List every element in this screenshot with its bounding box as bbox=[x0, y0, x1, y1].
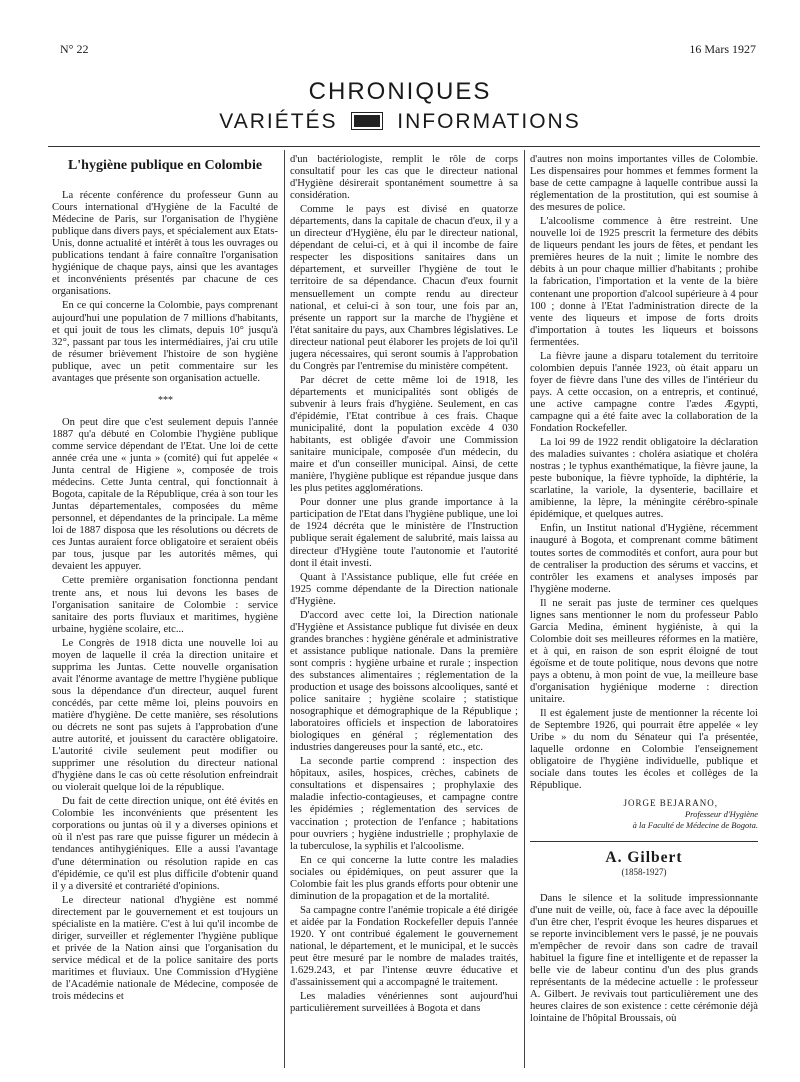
column-divider bbox=[284, 150, 285, 1068]
paragraph: d'autres non moins importantes villes de Colombie. Les dispensaires pour hommes et femmes forment la base de cette campagne à laquelle contribue aussi la réglementation de la prostitution, qui est soumise à des mesures de police. bbox=[530, 154, 758, 214]
paragraph: Enfin, un Institut national d'Hygiène, récemment inauguré à Bogota, et comprenant comme bâtiment toutes sortes de commodités et confort, aura pour but de centraliser la production des sérums et vaccins, et contrôler les examens et analyses imposés par l'hygiène moderne. bbox=[530, 523, 758, 595]
column-2 bbox=[290, 154, 518, 1017]
paragraph: La seconde partie comprend : inspection des hôpitaux, asiles, hospices, crèches, cabinets de consultations et dispensaires ; prophylaxie des maladie infectio-contagieuses, et campagne contre les épidémies ; réglementation des services de vaccination ; protection de l'enfance ; habitations pour ouvriers ; hygiène industrielle ; prophylaxie de la tuberculose, la syphilis et l'alcoolisme. bbox=[290, 756, 518, 852]
signature-name: JORGE BEJARANO, bbox=[623, 798, 718, 809]
paragraph: Il ne serait pas juste de terminer ces quelques lignes sans mentionner le nom du professeur Pablo Garcia Medina, éminent hygiéniste, à qui la Colombie doit ses meilleures réformes en la matière, et à qui, en raison de son esprit éloigné de tout égoïsme et de toute politique, nous devons que notre pays a obtenu, à mon point de vue, la meilleure base d'organisation hygiénique moderne : direction unitaire. bbox=[530, 597, 758, 706]
issue-number: N° 22 bbox=[60, 42, 89, 56]
page-subtitle bbox=[0, 110, 800, 134]
signature-role: Professeur d'Hygiène bbox=[684, 809, 758, 820]
paragraph: D'accord avec cette loi, la Direction nationale d'Hygiène et Assistance publique fut divisée en deux grandes branches : hygiène générale et administrative et assistance publique nationale. Dans la première sont compris : hygiène urbaine et rurale ; inspection des substances alimentaires ; réglementation de la production et usage des boissons alcooliques, santé et police sanitaire ; hygiène scolaire ; statistique nosographique et démographique de la République ; laboratoires officiels et inspection de laboratoires biologiques en général ; réglementation des industries dangereuses pour la santé, etc., etc. bbox=[290, 609, 518, 754]
article-separator bbox=[530, 841, 758, 842]
column-divider bbox=[524, 150, 525, 1068]
column-3 bbox=[530, 154, 758, 1027]
article-title: A. Gilbert bbox=[605, 849, 683, 867]
paragraph: d'un bactériologiste, remplit le rôle de corps consultatif pour les cas que le directeur national d'Hygiène désirerait spontanément soumettre à sa considération. bbox=[290, 154, 518, 202]
paragraph: La fièvre jaune a disparu totalement du territoire colombien depuis l'année 1923, où était apparu un foyer de fièvre dans l'une des villes de l'intérieur du pays. A cette occasion, on a entrepris, et continué, une active campagne contre l'ædes Ægypti, campagne qui a été faite avec la collaboration de la Fondation Rockefeller. bbox=[530, 350, 758, 435]
paragraph: Pour donner une plus grande importance à la participation de l'Etat dans l'hygiène publique, une loi de 1924 décréta que le ministère de l'Instruction publique serait également de salubrité, mais laissa au directeur d'Hygiène toute l'autonomie et l'autorité dont il était investi. bbox=[290, 497, 518, 569]
paragraph: Du fait de cette direction unique, ont été évités en Colombie les inconvénients que présentent les corporations ou juntas où il y a diverses opinions et où il n'est pas rare que puisse figurer un médecin à tendances antihygiéniques. Elle a aussi l'avantage d'une détermination ou résolution rapide en cas d'épidémie, ce qu'il est plus difficile d'obtenir quand il y a diversité et contrariété d'opinions. bbox=[52, 796, 278, 892]
page-title: CHRONIQUES bbox=[308, 78, 492, 105]
paragraph: Les maladies vénériennes sont aujourd'hui particulièrement surveillées à Bogota et dans bbox=[290, 991, 518, 1015]
subtitle-right: INFORMATIONS bbox=[397, 110, 581, 133]
paragraph: On peut dire que c'est seulement depuis l'année 1887 qu'a débuté en Colombie l'hygiène publique comme service dépendant de l'Etat. Une loi de cette année créa une « junta » (comité) qui fut appelée « Junta central de Higiene », composée de trois médecins. Cette Junta central, qui fonctionnait à Bogota, capitale de la République, créa à son tour les Juntas départementales, composées du même personnel, et dépendantes de la principale. La même loi de 1887 disposa que les résolutions ou décrets de ces Juntas auraient force obligatoire et seraient obéis par tous, jusque par les autorités mêmes, qui devaient les appuyer. bbox=[52, 416, 278, 573]
paragraph: La récente conférence du professeur Gunn au Cours international d'Hygiène de la Faculté de Médecine de Paris, sur l'organisation de l'hygiène publique dans divers pays, et spécialement aux Etats-Unis, donne actualité et intérêt à tous les ouvrages ou publications tendant à faire connaître l'organisation hygiénique de chaque pays, ainsi que les avantages et inconvénients présentés par chacune de ces organisations. bbox=[52, 190, 278, 298]
signature-role: à la Faculté de Médecine de Bogota. bbox=[632, 820, 758, 831]
article-title: L'hygiène publique en Colombie bbox=[67, 158, 263, 173]
issue-date: 16 Mars 1927 bbox=[689, 42, 756, 56]
column-1 bbox=[52, 154, 278, 1005]
paragraph: Cette première organisation fonctionna pendant trente ans, et nous lui devons les bases de l'organisation sanitaire de Colombie : service sanitaire des ports fluviaux et maritimes, hygiène urbaine, hygiène scolaire, etc... bbox=[52, 575, 278, 635]
section-separator: * * * bbox=[157, 394, 172, 406]
ornament-icon bbox=[351, 112, 383, 130]
paragraph: En ce qui concerne la lutte contre les maladies sociales ou épidémiques, on peut assurer que la Colombie fait les plus grands efforts pour obtenir une diminution de la propagation et de la mortalité. bbox=[290, 854, 518, 902]
paragraph: Il est également juste de mentionner la récente loi de Septembre 1926, qui pourrait être appelée « ley Uribe » du nom du Sénateur qui l'a présentée, laquelle ordonne en Colombie l'enseignement obligatoire de l'hygiène individuelle, publique et sociale dans toutes les écoles et collèges de la République. bbox=[530, 708, 758, 792]
paragraph: Sa campagne contre l'anémie tropicale a été dirigée et aidée par la Fondation Rockefeller depuis l'année 1920. Y ont contribué également le gouvernement national, le département, et le municipal, et le succès peut être mesuré par le nombre de malades traités, 1.629.243, et par l'intense œuvre éducative et d'assainissement qui a accompagné le traitement. bbox=[290, 904, 518, 989]
paragraph: Le Congrès de 1918 dicta une nouvelle loi au moyen de laquelle il créa la direction unitaire et supprima les Juntas. Cette nouvelle organisation avait l'énorme avantage de mettre l'hygiène publique sous la dépendance d'un directeur, auquel furent concédés, par cette même loi, pleins pouvoirs en matière d'hygiène. De cette manière, ses résolutions ou décrets ne sont pas sujets à l'approbation d'une autre autorité, et jouissent du caractère obligatoire. L'autorité civile seulement peut modifier ou supprimer une résolution du directeur national d'hygiène dans le cas où cette résolution enfreindrait ou violerait quelque loi de la république. bbox=[52, 637, 278, 794]
subtitle-left: VARIÉTÉS bbox=[219, 110, 338, 133]
paragraph: Dans le silence et la solitude impressionnante d'une nuit de veille, où, face à face avec la dépouille d'un être cher, l'esprit évoque les heures disparues et se reporte invinciblement vers le passé, je ne pouvais m'empêcher de revoir dans son cadre de travail habituel la figure fine et intelligente et de repasser la belle vie de labeur continu d'un des plus grands représentants de la médecine actuelle : le professeur A. Gilbert. Je revivais tout particulièrement une des heures claires de son existence : cette cérémonie déjà lointaine de l'hôpital Broussais, où bbox=[530, 892, 758, 1024]
signature-block bbox=[530, 798, 758, 831]
header-rule bbox=[48, 146, 760, 147]
paragraph: La loi 99 de 1922 rendit obligatoire la déclaration des maladies suivantes : choléra asiatique et choléra nostras ; le typhus exanthématique, la fièvre jaune, la peste bubonique, la fièvre typhoïde, la diphtérie, la scarlatine, la variole, la dysenterie, bacillaire et amibienne, la lèpre, la méningite cérébro-spinale épidémique, et quelques autres. bbox=[530, 437, 758, 521]
article-dates: (1858-1927) bbox=[621, 867, 667, 878]
paragraph: Comme le pays est divisé en quatorze départements, dans la capitale de chacun d'eux, il y a un directeur d'Hygiène, élu par le directeur national, dépendant de celui-ci, et à qui il incombe de faire respecter les dispositions sanitaires dans un département, et surveiller l'hygiène de tout le territoire de sa dépendance. Chacun d'eux fournit mensuellement un compte rendu au directeur national, et celui-ci à son tour, une fois par an, présente un rapport sur la marche de l'hygiène et l'état sanitaire du pays, aux Chambres législatives. Le directeur national peut élaborer les projets de loi qu'il jugera nécessaires, qui seront soumis à l'approbation du Congrès par l'entremise du ministère compétent. bbox=[290, 204, 518, 372]
paragraph: Quant à l'Assistance publique, elle fut créée en 1925 comme dépendante de la Direction nationale d'Hygiène. bbox=[290, 571, 518, 607]
paragraph: Le directeur national d'hygiène est nommé directement par le gouvernement et est toujours un spécialiste en la matière. C'est à lui qu'il incombe de diriger, surveiller et réglementer l'hygiène publique et privée de la Nation ainsi que l'organisation du service médical et de la police sanitaire des ports maritimes et fluviaux. Une Commission d'Hygiène de l'Académie nationale de Médecine, composée de trois médecins et bbox=[52, 894, 278, 1003]
paragraph: L'alcoolisme commence à être restreint. Une nouvelle loi de 1925 prescrit la fermeture des débits de liqueurs pendant les jours de fêtes, et pendant les premières heures de la nuit ; limite le nombre des débits à un pour chaque millier d'habitants ; prohibe la fabrication, l'importation et la vente de la bière contenant une proportion d'alcool supérieure à 4 pour 100 ; donne à l'Etat l'administration directe de la vente des liqueurs et impose de forts droits d'importation à toutes les liqueurs et boissons fermentées. bbox=[530, 216, 758, 348]
paragraph: En ce qui concerne la Colombie, pays comprenant aujourd'hui une population de 7 millions d'habitants, et qui jouit de tous les climats, depuis 10° jusqu'à 32°, passant par tous les intermédiaires, j'ai cru utile de résumer brièvement l'histoire de son hygiène publique, avec un petit commentaire sur les avantages que présente son organisation actuelle. bbox=[52, 300, 278, 384]
paragraph: Par décret de cette même loi de 1918, les départements et municipalités sont obligés de subvenir à leurs frais d'hygiène. Seulement, en cas d'épidémie, l'Etat contribue à ces frais. Chaque municipalité, dont la population excède 4 030 habitants, est obligée d'avoir une Commission sanitaire municipale, composée d'un médecin, du maire et d'un conseiller municipal. Ainsi, de cette manière, l'hygiène publique est répandue jusque dans les plus petites agglomérations. bbox=[290, 374, 518, 495]
